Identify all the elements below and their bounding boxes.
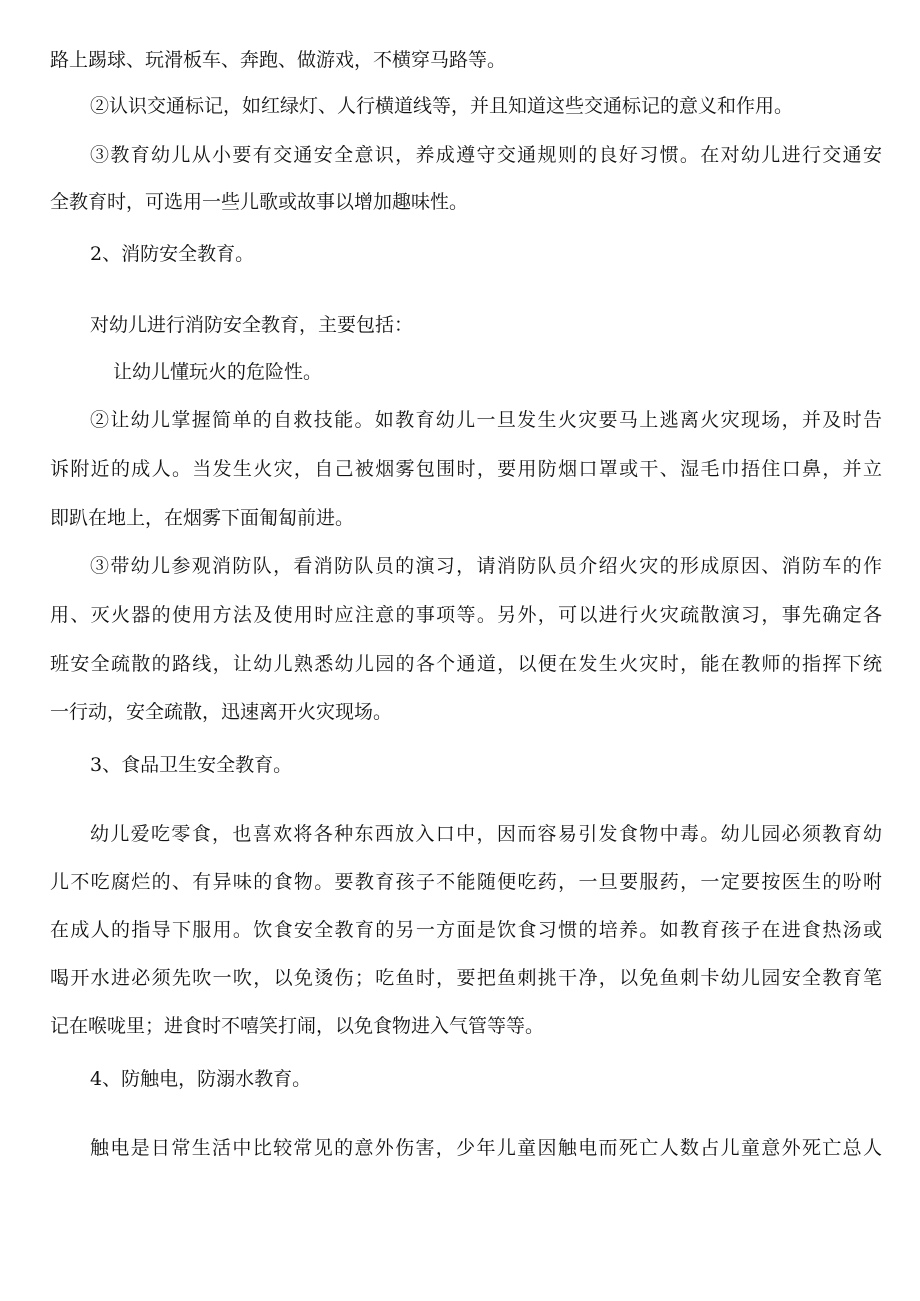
list-item-fire-danger: 让幼儿懂玩火的危险性。 xyxy=(113,361,323,383)
list-item-self-rescue: ②让幼儿掌握简单的自救技能。如教育幼儿一旦发生火灾要马上逃离火灾现场，并及时告 xyxy=(90,409,882,431)
text-line: 用、灭火器的使用方法及使用时应注意的事项等。另外，可以进行火灾疏散演习，事先确定各 xyxy=(50,604,882,626)
text-line: 班安全疏散的路线，让幼儿熟悉幼儿园的各个通道，以便在发生火灾时，能在教师的指挥下统 xyxy=(50,653,882,675)
list-item-traffic-signs: ②认识交通标记，如红绿灯、人行横道线等，并且知道这些交通标记的意义和作用。 xyxy=(90,95,794,117)
text-line: 路上踢球、玩滑板车、奔跑、做游戏，不横穿马路等。 xyxy=(50,49,507,71)
text-line: 即趴在地上，在烟雾下面匍匐前进。 xyxy=(50,507,355,529)
section-heading-electric-water-safety: 4、防触电，防溺水教育。 xyxy=(90,1068,312,1090)
list-item-fire-station-visit: ③带幼儿参观消防队，看消防队员的演习，请消防队员介绍火灾的形成原因、消防车的作 xyxy=(90,555,882,577)
text-line: 一行动，安全疏散，迅速离开火灾现场。 xyxy=(50,701,393,723)
text-line: 喝开水进必须先吹一吹，以免烫伤；吃鱼时，要把鱼刺挑干净，以免鱼刺卡幼儿园安全教育笔 xyxy=(50,967,882,989)
text-line: 在成人的指导下服用。饮食安全教育的另一方面是饮食习惯的培养。如教育孩子在进食热汤或 xyxy=(50,919,882,941)
text-line: 全教育时，可选用一些儿歌或故事以增加趣味性。 xyxy=(50,191,469,213)
paragraph-food-safety: 幼儿爱吃零食，也喜欢将各种东西放入口中，因而容易引发食物中毒。幼儿园必须教育幼 xyxy=(90,823,882,845)
text-line: 诉附近的成人。当发生火灾，自己被烟雾包围时，要用防烟口罩或干、湿毛巾捂住口鼻，并立 xyxy=(50,458,882,480)
text-line: 儿不吃腐烂的、有异味的食物。要教育孩子不能随便吃药，一旦要服药，一定要按医生的吩咐 xyxy=(50,871,882,893)
section-heading-fire-safety: 2、消防安全教育。 xyxy=(90,243,255,265)
list-item-traffic-awareness: ③教育幼儿从小要有交通安全意识，养成遵守交通规则的良好习惯。在对幼儿进行交通安 xyxy=(90,144,882,166)
section-heading-food-safety: 3、食品卫生安全教育。 xyxy=(90,754,293,776)
paragraph-electric-safety: 触电是日常生活中比较常见的意外伤害，少年儿童因触电而死亡人数占儿童意外死亡总人 xyxy=(90,1137,882,1159)
text-line: 记在喉咙里；进食时不嘻笑打闹，以免食物进入气管等等。 xyxy=(50,1015,545,1037)
paragraph-intro-fire-safety: 对幼儿进行消防安全教育，主要包括： xyxy=(90,314,414,336)
